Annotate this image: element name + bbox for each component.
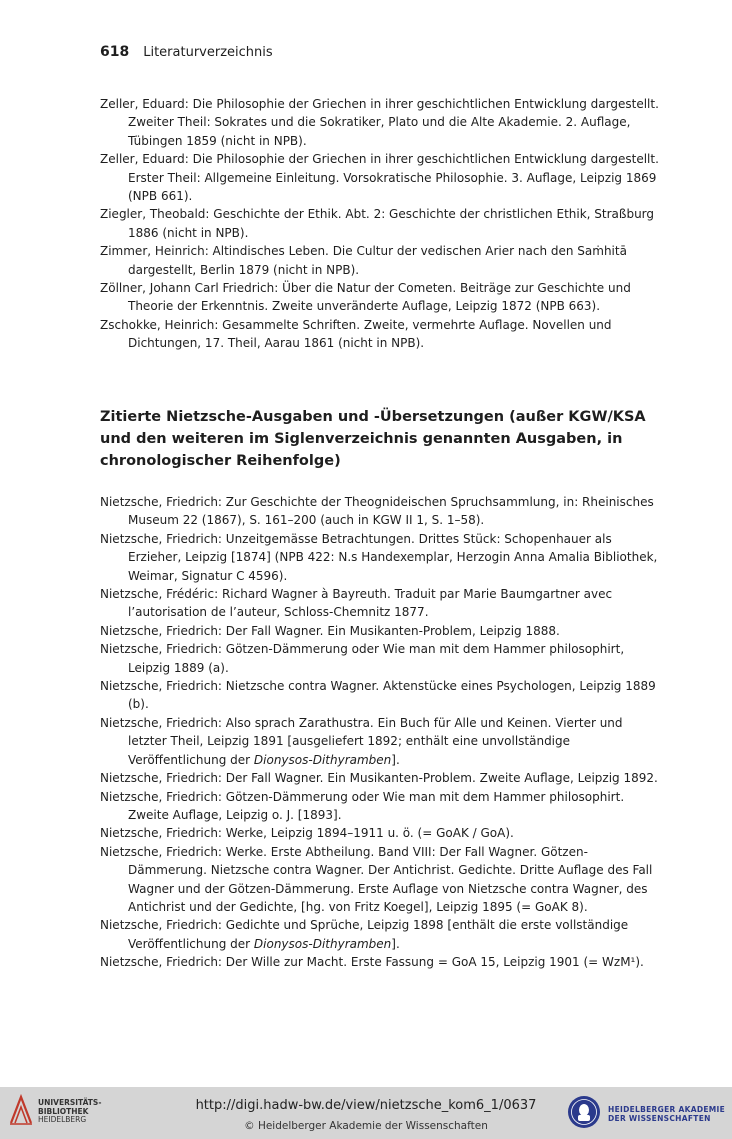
permalink-url[interactable]: http://digi.hadw-bw.de/view/nietzsche_kom6_1/0637 <box>195 1098 537 1113</box>
entry-text: Nietzsche, Friedrich: Gedichte und Sprüche, Leipzig 1898 [enthält die erste vollständige Veröffentlichung der <box>100 918 629 951</box>
bibliography-entry: Nietzsche, Friedrich: Der Fall Wagner. Ein Musikanten-Problem. Zweite Auflage, Leipzig 1892. <box>100 771 658 786</box>
academy-name <box>608 1105 725 1123</box>
bibliography-entry: Nietzsche, Friedrich: Nietzsche contra Wagner. Aktenstücke eines Psychologen, Leipzig 1889 (b). <box>100 679 656 712</box>
page-number: 618 <box>100 44 130 60</box>
academy-name-line2: DER WISSENSCHAFTEN <box>608 1114 711 1123</box>
entry-italic-title: Dionysos-Dithyramben <box>253 752 392 767</box>
academy-seal-icon <box>566 1093 602 1135</box>
bibliography-entry: Zimmer, Heinrich: Altindisches Leben. Die Cultur der vedischen Arier nach den Saṁhitā dargestellt, Berlin 1879 (nicht in NPB). <box>100 244 627 277</box>
bibliography-entry: Nietzsche, Frédéric: Richard Wagner à Bayreuth. Traduit par Marie Baumgartner avec l’autorisation de l’auteur, Schloss-Chemnitz 1877. <box>100 587 613 620</box>
entry-italic-title: Dionysos-Dithyramben <box>253 936 392 951</box>
academy-name-line1: HEIDELBERGER AKADEMIE <box>608 1105 726 1114</box>
footer-bar <box>0 1087 732 1139</box>
library-name-line2: BIBLIOTHEK <box>38 1106 89 1116</box>
bibliography-entry: Nietzsche, Friedrich: Der Wille zur Macht. Erste Fassung = GoA 15, Leipzig 1901 (= WzM¹). <box>100 955 644 970</box>
bibliography-entry <box>100 916 660 953</box>
bibliography-entry <box>100 714 660 769</box>
bibliography-entry: Nietzsche, Friedrich: Götzen-Dämmerung oder Wie man mit dem Hammer philosophirt, Leipzig 1889 (a). <box>100 642 625 675</box>
entry-text-end: ]. <box>391 936 400 951</box>
bibliography-entry: Nietzsche, Friedrich: Zur Geschichte der Theognideischen Spruchsammlung, in: Rheinisches Museum 22 (1867), S. 161–200 (auch in KGW II 1, S. 1–58). <box>100 495 654 528</box>
library-city: HEIDELBERG <box>38 1115 87 1125</box>
bibliography-entry: Zschokke, Heinrich: Gesammelte Schriften. Zweite, vermehrte Auflage. Novellen und Dichtungen, 17. Theil, Aarau 1861 (nicht in NPB). <box>100 317 612 351</box>
running-head <box>100 44 273 60</box>
bibliography-entry: Nietzsche, Friedrich: Der Fall Wagner. Ein Musikanten-Problem, Leipzig 1888. <box>100 623 560 638</box>
bibliography-entry: Ziegler, Theobald: Geschichte der Ethik. Abt. 2: Geschichte der christlichen Ethik, Straßburg 1886 (nicht in NPB). <box>100 207 655 240</box>
entry-text: Nietzsche, Friedrich: Also sprach Zarathustra. Ein Buch für Alle und Keinen. Vierter und letzter Theil, Leipzig 1891 [ausgeliefert 1892; enthält eine unvollständige Veröffentlichung der <box>100 715 623 767</box>
bibliography-entry: Nietzsche, Friedrich: Werke, Leipzig 1894–1911 u. ö. (= GoAK / GoA). <box>100 826 514 841</box>
bibliography-entry: Zeller, Eduard: Die Philosophie der Griechen in ihrer geschichtlichen Entwicklung dargestellt. Erster Theil: Allgemeine Einleitung. Vorsokratische Philosophie. 3. Auflage, Leipzig 1869 (NPB 661). <box>100 152 659 204</box>
bibliography-entry: Nietzsche, Friedrich: Unzeitgemässe Betrachtungen. Drittes Stück: Schopenhauer als Erzieher, Leipzig [1874] (NPB 422: N.s Handexemplar, Herzogin Anna Amalia Bibliothek, Weimar, Signatur C 4596). <box>100 531 658 583</box>
copyright-notice: © Heidelberger Akademie der Wissenschaften <box>244 1120 488 1132</box>
academy-logo[interactable] <box>566 1093 725 1135</box>
library-name-line1: UNIVERSITÄTS- <box>38 1098 102 1108</box>
bibliography-list-nietzsche <box>100 493 660 972</box>
bibliography-entry: Nietzsche, Friedrich: Werke. Erste Abtheilung. Band VIII: Der Fall Wagner. Götzen-Dämmerung. Nietzsche contra Wagner. Der Antichrist. Gedichte. Dritte Auflage des Fall Wagner und der Götzen-Dämmerung. Erste Auflage von Nietzsche contra Wagner, des Antichrist und der Gedichte, [hg. von Fritz Koegel], Leipzig 1895 (= GoAK 8). <box>100 844 653 914</box>
running-title: Literaturverzeichnis <box>143 45 273 60</box>
bibliography-list-top <box>100 95 660 353</box>
bibliography-entry: Zöllner, Johann Carl Friedrich: Über die Natur der Cometen. Beiträge zur Geschichte und Theorie der Erkenntnis. Zweite unveränderte Auflage, Leipzig 1872 (NPB 663). <box>100 281 631 314</box>
entry-text-end: ]. <box>391 752 400 767</box>
section-heading: Zitierte Nietzsche-Ausgaben und -Übersetzungen (außer KGW/KSA und den weiteren im Siglenverzeichnis genannten Ausgaben, in chronologischer Reihenfolge) <box>100 409 646 469</box>
bibliography-entry: Zeller, Eduard: Die Philosophie der Griechen in ihrer geschichtlichen Entwicklung dargestellt. Zweiter Theil: Sokrates und die Sokratiker, Plato und die Alte Akademie. 2. Auflage, Tübingen 1859 (nicht in NPB). <box>100 97 659 148</box>
bibliography-entry: Nietzsche, Friedrich: Götzen-Dämmerung oder Wie man mit dem Hammer philosophirt. Zweite Auflage, Leipzig o. J. [1893]. <box>100 789 625 822</box>
